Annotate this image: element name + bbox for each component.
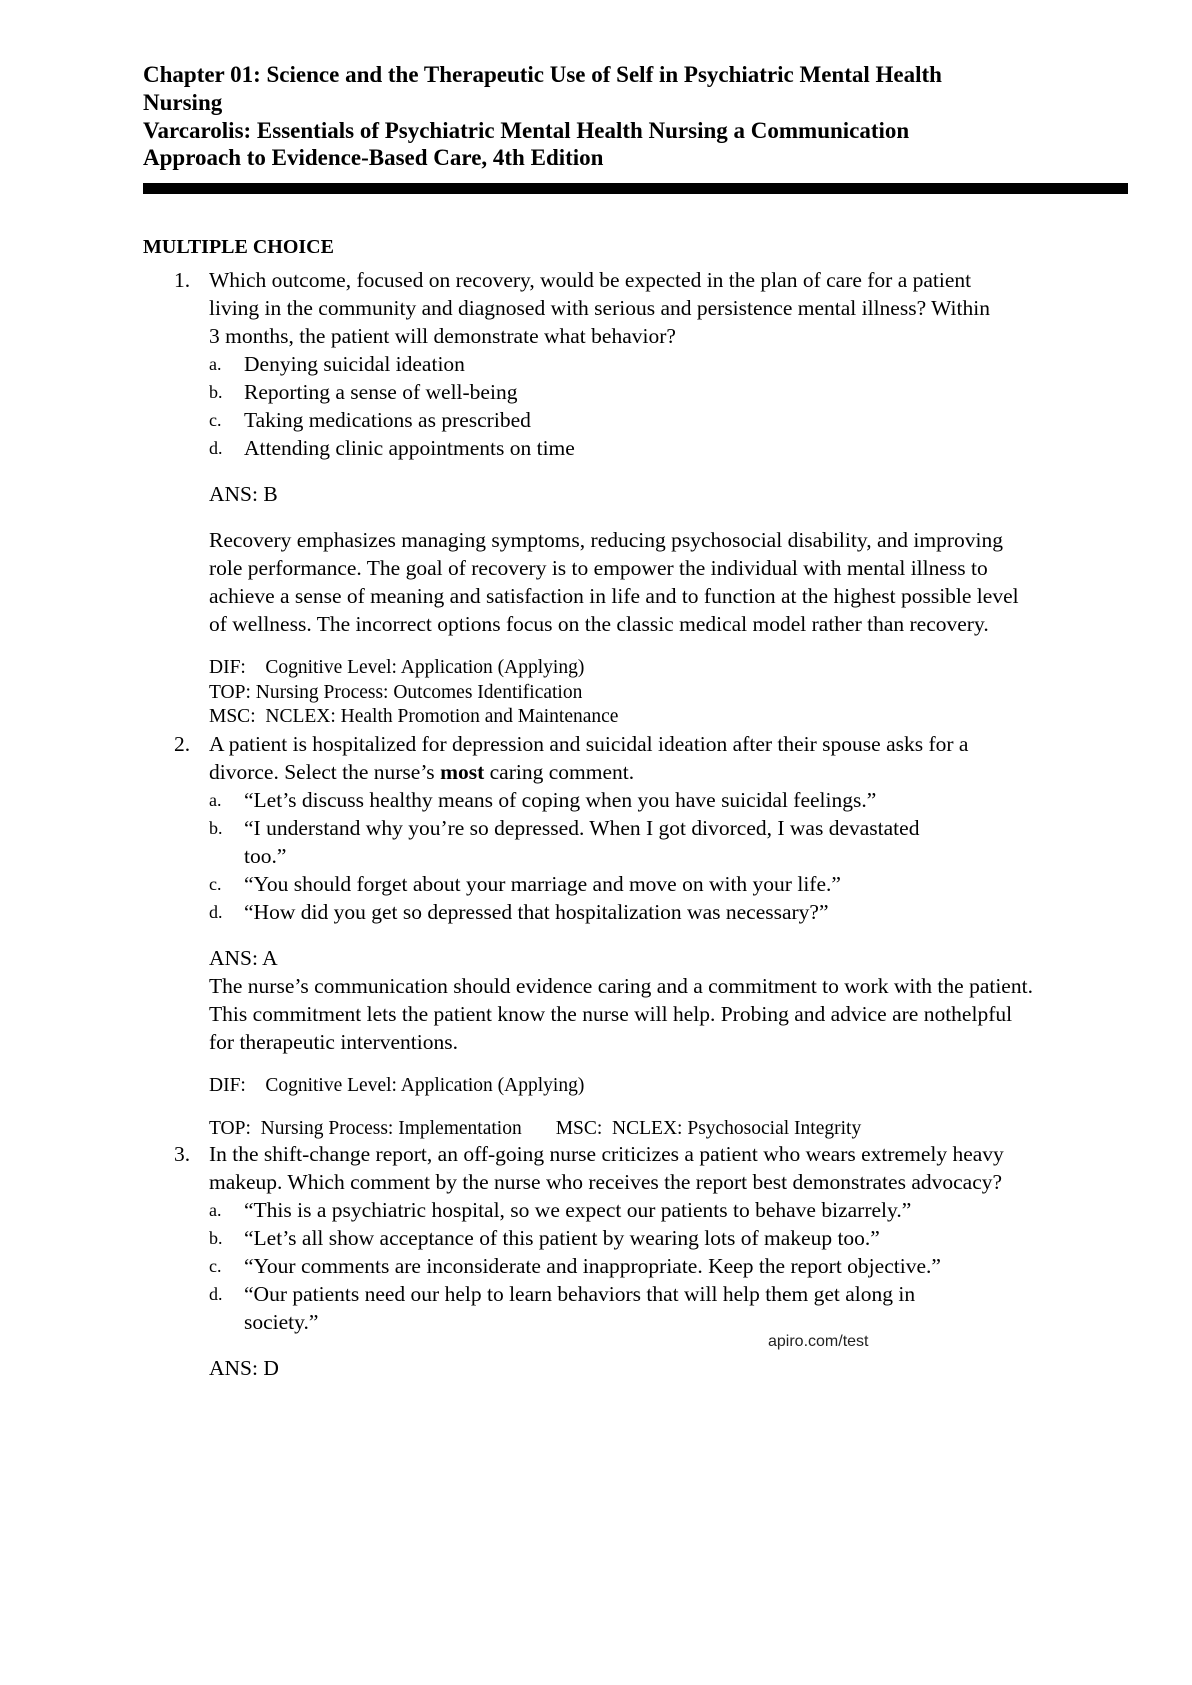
option-letter: b. bbox=[209, 382, 223, 402]
option-text: “How did you get so depressed that hospitalization was necessary?” bbox=[244, 900, 829, 924]
option-d bbox=[0, 434, 1044, 462]
option-letter: d. bbox=[209, 438, 223, 458]
option-a bbox=[0, 786, 1044, 814]
stem-line: makeup. Which comment by the nurse who receives the report best demonstrates advocacy? bbox=[209, 1170, 1003, 1194]
stem-line: 3 months, the patient will demonstrate what behavior? bbox=[209, 324, 676, 348]
option-text-continued: society.” bbox=[244, 1310, 319, 1334]
stem-text: divorce. Select the nurse’s bbox=[209, 760, 441, 784]
question-number: 1. bbox=[174, 268, 191, 292]
option-letter: a. bbox=[209, 354, 222, 374]
watermark: apiro.com/test bbox=[768, 1333, 869, 1350]
option-letter: a. bbox=[209, 790, 222, 810]
option-letter: c. bbox=[209, 1256, 222, 1276]
question-number: 3. bbox=[174, 1142, 191, 1166]
option-text: “Your comments are inconsiderate and inappropriate. Keep the report objective.” bbox=[244, 1254, 941, 1278]
msc: MSC: NCLEX: Psychosocial Integrity bbox=[555, 1117, 862, 1139]
option-text: “Our patients need our help to learn behaviors that will help them get along in bbox=[244, 1282, 916, 1306]
difficulty: DIF: Cognitive Level: Application (Applying) bbox=[209, 1075, 585, 1096]
rationale bbox=[0, 526, 1129, 638]
option-text: Attending clinic appointments on time bbox=[244, 436, 575, 460]
rationale bbox=[0, 972, 1129, 1056]
answer: ANS: A bbox=[209, 946, 278, 970]
option-letter: b. bbox=[209, 1228, 223, 1248]
section-title: MULTIPLE CHOICE bbox=[143, 236, 334, 258]
option-letter: d. bbox=[209, 902, 223, 922]
option-letter: d. bbox=[209, 1284, 223, 1304]
rationale-line: of wellness. The incorrect options focus on the classic medical model rather than recovery. bbox=[209, 612, 989, 636]
option-text-continued: too.” bbox=[244, 844, 287, 868]
stem-line: A patient is hospitalized for depression and suicidal ideation after their spouse asks for a bbox=[209, 732, 969, 756]
topic: TOP: Nursing Process: Implementation bbox=[209, 1117, 522, 1139]
option-letter: c. bbox=[209, 874, 222, 894]
rationale-line: for therapeutic interventions. bbox=[209, 1030, 458, 1054]
option-b bbox=[0, 814, 1044, 870]
rationale-line: The nurse’s communication should evidence caring and a commitment to work with the patient. bbox=[209, 974, 1033, 998]
question-number: 2. bbox=[174, 732, 191, 756]
option-d bbox=[0, 1280, 1044, 1336]
topic-and-msc bbox=[0, 1117, 1192, 1142]
msc: MSC: NCLEX: Health Promotion and Maintenance bbox=[209, 706, 619, 727]
rationale-line: achieve a sense of meaning and satisfaction in life and to function at the highest possible level bbox=[209, 584, 1019, 608]
question-3 bbox=[0, 1140, 1192, 1382]
option-a bbox=[0, 350, 1044, 378]
stem-line: living in the community and diagnosed with serious and persistence mental illness? Within bbox=[209, 296, 990, 320]
option-letter: a. bbox=[209, 1200, 222, 1220]
stem-emphasis: most bbox=[440, 760, 485, 784]
rationale-line: Recovery emphasizes managing symptoms, reducing psychosocial disability, and improving bbox=[209, 528, 1003, 552]
option-a bbox=[0, 1196, 1044, 1224]
book-title-line-1: Varcarolis: Essentials of Psychiatric Mental Health Nursing a Communication bbox=[143, 118, 910, 143]
option-b bbox=[0, 378, 1044, 406]
option-text: “Let’s discuss healthy means of coping when you have suicidal feelings.” bbox=[244, 788, 877, 812]
question-2 bbox=[0, 730, 1192, 1141]
option-c bbox=[0, 1252, 1044, 1280]
answer: ANS: D bbox=[209, 1356, 279, 1380]
stem-line: In the shift-change report, an off-going nurse criticizes a patient who wears extremely heavy bbox=[209, 1142, 1004, 1166]
option-text: “This is a psychiatric hospital, so we expect our patients to behave bizarrely.” bbox=[244, 1198, 912, 1222]
option-letter: c. bbox=[209, 410, 222, 430]
stem-line bbox=[209, 758, 1109, 786]
question-stem bbox=[0, 1140, 1109, 1196]
option-text: Taking medications as prescribed bbox=[244, 408, 531, 432]
rationale-line: role performance. The goal of recovery is to empower the individual with mental illness to bbox=[209, 556, 988, 580]
option-letter: b. bbox=[209, 818, 223, 838]
stem-text: caring comment. bbox=[484, 760, 635, 784]
option-text: “Let’s all show acceptance of this patient by wearing lots of makeup too.” bbox=[244, 1226, 880, 1250]
chapter-title-line-2: Nursing bbox=[143, 90, 223, 115]
question-stem bbox=[0, 266, 1109, 350]
book-title-line-2: Approach to Evidence-Based Care, 4th Edition bbox=[143, 145, 604, 170]
option-c bbox=[0, 406, 1044, 434]
option-text: “You should forget about your marriage and move on with your life.” bbox=[244, 872, 841, 896]
difficulty: DIF: Cognitive Level: Application (Applying) bbox=[209, 657, 585, 678]
chapter-title-line-1: Chapter 01: Science and the Therapeutic Use of Self in Psychiatric Mental Health bbox=[143, 62, 942, 87]
option-text: “I understand why you’re so depressed. When I got divorced, I was devastated bbox=[244, 816, 920, 840]
topic: TOP: Nursing Process: Outcomes Identification bbox=[209, 681, 583, 703]
option-d bbox=[0, 898, 1044, 926]
option-b bbox=[0, 1224, 1044, 1252]
rationale-line: This commitment lets the patient know the nurse will help. Probing and advice are nothelpful bbox=[209, 1002, 1013, 1026]
answer: ANS: B bbox=[209, 482, 278, 506]
question-stem bbox=[0, 730, 1109, 786]
option-text: Denying suicidal ideation bbox=[244, 352, 465, 376]
stem-line: Which outcome, focused on recovery, would be expected in the plan of care for a patient bbox=[209, 268, 972, 292]
question-1 bbox=[0, 266, 1192, 730]
option-text: Reporting a sense of well-being bbox=[244, 380, 518, 404]
header-divider bbox=[143, 183, 1128, 194]
option-c bbox=[0, 870, 1044, 898]
